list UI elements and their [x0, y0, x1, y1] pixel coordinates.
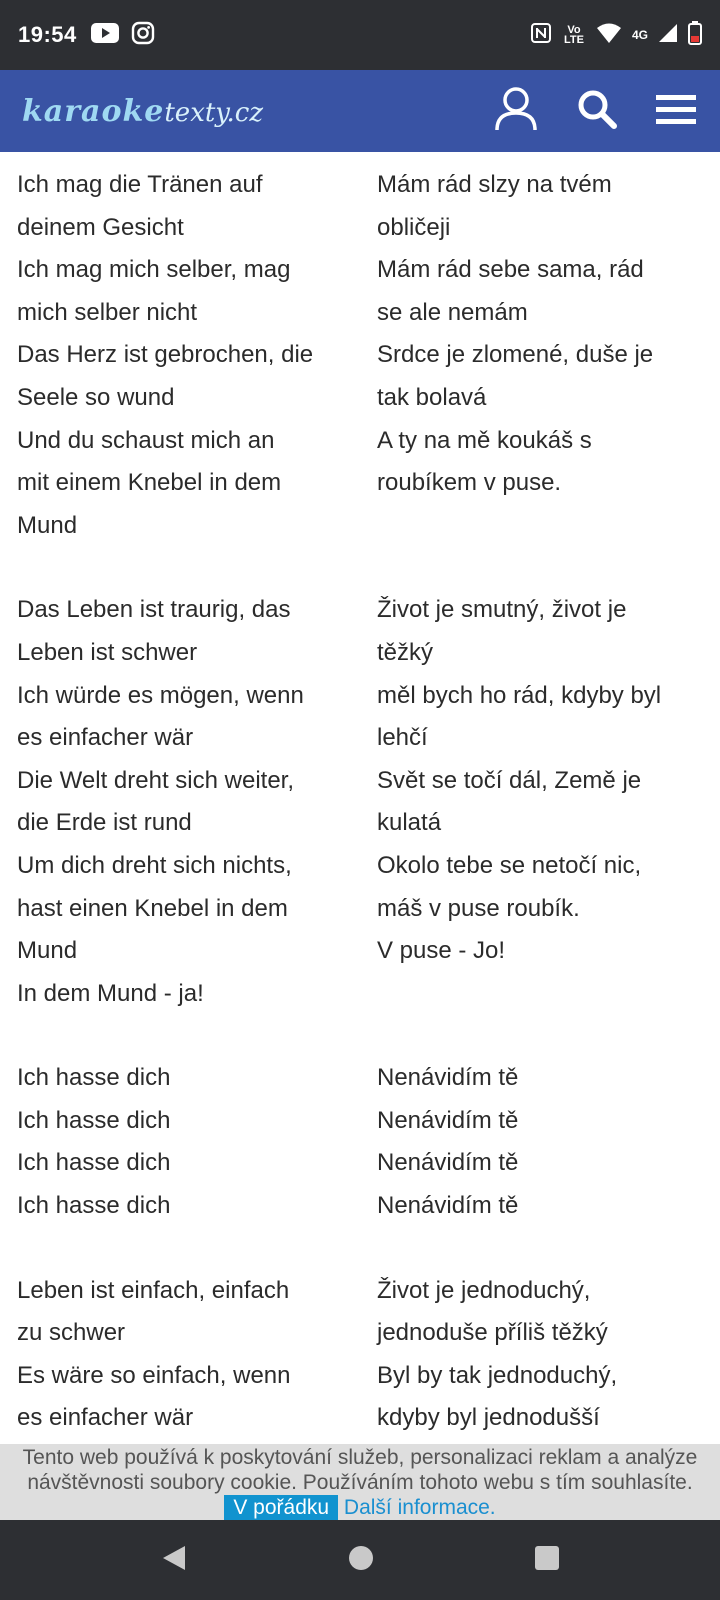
lyric-line: Ich hasse dich	[17, 1192, 171, 1220]
translation-line: máš v puse roubík.	[377, 894, 580, 922]
translation-line: lehčí	[377, 724, 428, 752]
lyric-line: Seele so wund	[17, 383, 175, 411]
status-bar	[0, 0, 720, 70]
volte-label: Vo LTE	[564, 24, 584, 46]
instagram-icon	[131, 21, 155, 50]
logo-part2: texty.cz	[164, 97, 264, 128]
logo-part1: karaoke	[22, 93, 165, 129]
lyric-line: zu schwer	[17, 1319, 126, 1347]
translation-line: Nenávidím tě	[377, 1149, 519, 1177]
translation-line: Život je smutný, život je	[377, 596, 627, 624]
translation-line: roubíkem v puse.	[377, 469, 562, 497]
translation-column	[377, 1270, 707, 1440]
translation-line: jednoduše příliš těžký	[377, 1319, 608, 1347]
site-header	[0, 70, 720, 152]
translation-line: těžký	[377, 638, 434, 666]
stanza	[17, 164, 707, 547]
lyric-line: hast einen Knebel in dem	[17, 894, 288, 922]
lyric-line: Die Welt dreht sich weiter,	[17, 766, 294, 794]
original-lyrics-column	[17, 589, 377, 1015]
translation-line: Nenávidím tě	[377, 1192, 519, 1220]
translation-line: Svět se točí dál, Země je	[377, 766, 642, 794]
lyric-line: Ich hasse dich	[17, 1149, 171, 1177]
nfc-icon	[530, 22, 552, 49]
translation-line: Mám rád sebe sama, rád	[377, 256, 644, 284]
translation-line: se ale nemám	[377, 298, 528, 326]
translation-line: obličeji	[377, 213, 451, 241]
original-lyrics-column	[17, 1057, 377, 1227]
lyric-line: Um dich dreht sich nichts,	[17, 851, 292, 879]
translation-line: Nenávidím tě	[377, 1064, 519, 1092]
lyric-line: Das Leben ist traurig, das	[17, 596, 291, 624]
lyric-line: mit einem Knebel in dem	[17, 469, 282, 497]
recents-icon[interactable]	[533, 1544, 561, 1577]
back-icon[interactable]	[159, 1543, 189, 1578]
stanza	[17, 1270, 707, 1440]
stanza	[17, 589, 707, 1015]
search-icon[interactable]	[576, 88, 618, 135]
lyric-line: Ich hasse dich	[17, 1064, 171, 1092]
signal-icon	[658, 23, 678, 48]
translation-line: V puse - Jo!	[377, 937, 506, 965]
cookie-accept-button[interactable]: V pořádku	[224, 1495, 338, 1521]
header-actions	[494, 86, 696, 137]
lyric-line: es einfacher wär	[17, 724, 194, 752]
cookie-text: Tento web používá k poskytování služeb, personalizaci reklam a analýze návštěvnosti soubory cookie. Používáním tohoto webu s tím souhlasíte.	[22, 1446, 698, 1494]
cookie-more-info-link[interactable]: Další informace.	[343, 1496, 496, 1519]
lyric-line: Das Herz ist gebrochen, die	[17, 341, 314, 369]
translation-line: kdyby byl jednodušší	[377, 1404, 600, 1432]
network-type: 4G	[631, 28, 648, 42]
translation-column	[377, 1057, 707, 1227]
translation-column	[377, 589, 707, 1015]
lyric-line: Leben ist schwer	[17, 638, 198, 666]
cookie-consent-bar	[0, 1444, 720, 1520]
notification-icons	[91, 21, 155, 50]
lyric-line: Mund	[17, 511, 78, 539]
lyric-line: Ich würde es mögen, wenn	[17, 681, 304, 709]
stanza	[17, 1057, 707, 1227]
menu-icon[interactable]	[656, 93, 696, 130]
original-lyrics-column	[17, 1270, 377, 1440]
lyric-line: Es wäre so einfach, wenn	[17, 1361, 291, 1389]
translation-line: tak bolavá	[377, 383, 487, 411]
translation-line: A ty na mě koukáš s	[377, 426, 592, 454]
lyric-line: es einfacher wär	[17, 1404, 194, 1432]
lyrics-content	[17, 164, 707, 1482]
translation-line: Nenávidím tě	[377, 1106, 519, 1134]
lyric-line: mich selber nicht	[17, 298, 198, 326]
translation-line: Srdce je zlomené, duše je	[377, 341, 654, 369]
translation-line: Byl by tak jednoduchý,	[377, 1361, 618, 1389]
lyric-line: deinem Gesicht	[17, 213, 184, 241]
original-lyrics-column	[17, 164, 377, 547]
lyric-line: Ich mag mich selber, mag	[17, 256, 291, 284]
lyric-line: Ich hasse dich	[17, 1106, 171, 1134]
signal-group	[632, 30, 648, 40]
home-icon[interactable]	[347, 1544, 375, 1577]
lyric-line: Und du schaust mich an	[17, 426, 275, 454]
lyric-line: die Erde ist rund	[17, 809, 192, 837]
translation-line: kulatá	[377, 809, 442, 837]
lyric-line: Leben ist einfach, einfach	[17, 1276, 290, 1304]
lyric-line: In dem Mund - ja!	[17, 979, 204, 1007]
lyric-line: Ich mag die Tränen auf	[17, 171, 263, 198]
translation-line: Mám rád slzy na tvém	[377, 171, 612, 198]
battery-icon	[688, 21, 702, 50]
user-icon[interactable]	[494, 86, 538, 137]
wifi-icon	[596, 22, 622, 49]
site-logo[interactable]	[22, 94, 263, 129]
youtube-icon	[91, 23, 119, 48]
system-status-icons	[530, 21, 702, 50]
translation-line: Život je jednoduchý,	[377, 1276, 591, 1304]
system-nav-bar	[0, 1520, 720, 1600]
status-time: 19:54	[18, 22, 77, 47]
translation-column	[377, 164, 707, 547]
lyric-line: Mund	[17, 937, 78, 965]
translation-line: měl bych ho rád, kdyby byl	[377, 681, 662, 709]
translation-line: Okolo tebe se netočí nic,	[377, 851, 642, 879]
